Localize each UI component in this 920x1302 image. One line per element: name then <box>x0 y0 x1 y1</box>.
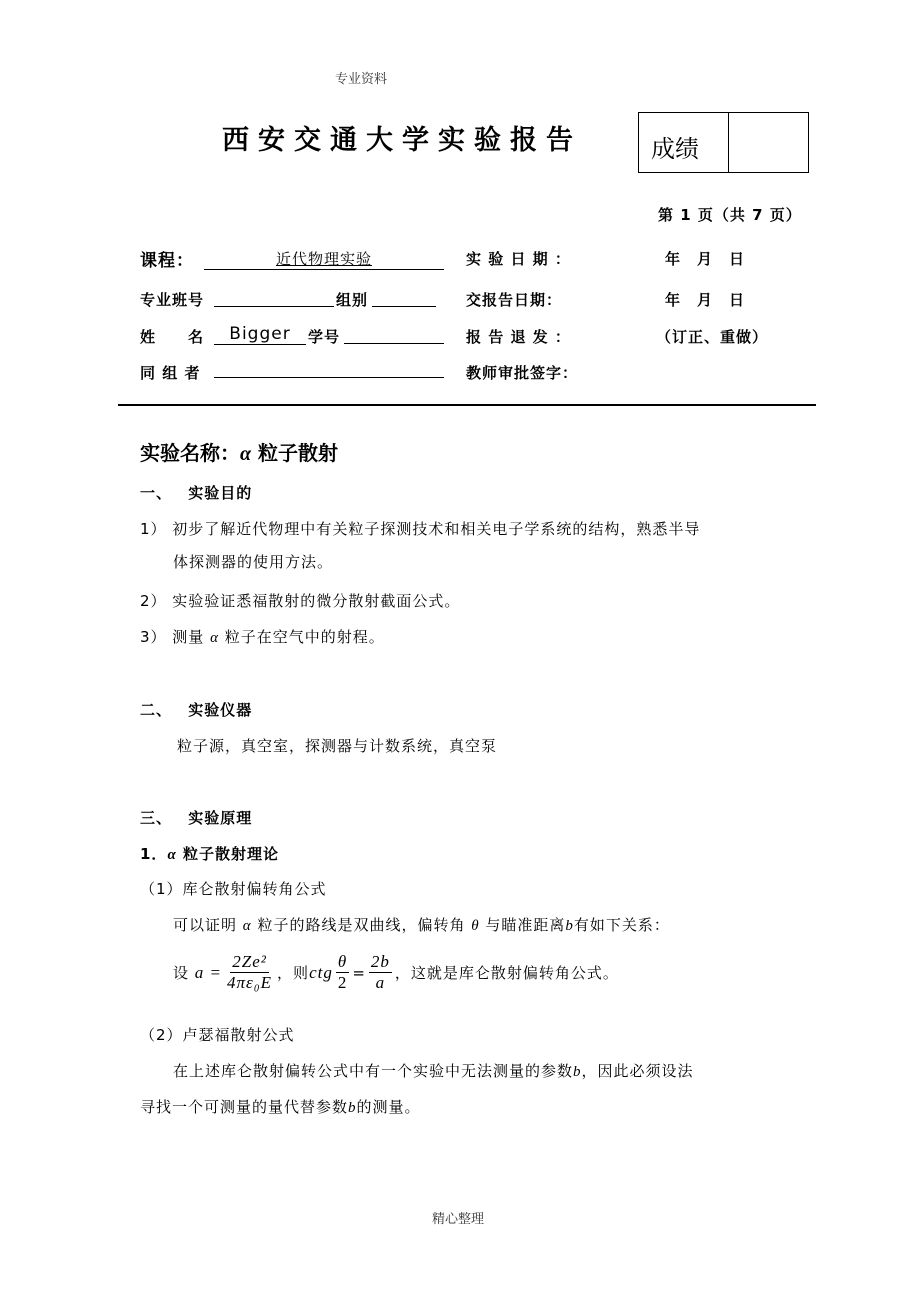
section-3-heading: 三、 实验原理 <box>140 809 253 827</box>
divider <box>118 404 816 406</box>
rutherford-line-2: 寻找一个可测量的量代替参数b的测量。 <box>140 1098 421 1116</box>
return-label: 报 告 退 发 ： <box>466 328 571 346</box>
page-info: 第 1 页（共 7 页） <box>658 206 802 224</box>
name-label: 姓 名 <box>140 328 205 346</box>
purpose-2: 2） 实验验证悉福散射的微分散射截面公式。 <box>140 592 461 610</box>
return-value: （订正、重做） <box>656 328 769 346</box>
subsection-1: 1．α 粒子散射理论 <box>140 845 279 863</box>
class-label: 专业班号 <box>140 291 205 309</box>
exp-date-value: 年 月 日 <box>665 250 746 268</box>
page-title: 西安交通大学实验报告 <box>222 125 582 156</box>
partner-field <box>214 377 444 378</box>
course-label: 课程： <box>140 251 194 271</box>
exp-date-label: 实 验 日 期 ： <box>466 250 571 268</box>
subsection-1-1: （1）库仑散射偏转角公式 <box>140 880 327 898</box>
group-label: 组别 <box>336 291 369 309</box>
section-1-heading: 一、 实验目的 <box>140 484 253 502</box>
id-field <box>344 343 444 344</box>
id-label: 学号 <box>308 328 341 346</box>
class-field <box>214 306 334 307</box>
purpose-1-cont: 体探测器的使用方法。 <box>173 553 334 571</box>
submit-date-label: 交报告日期： <box>466 291 563 309</box>
subsection-1-2: （2）卢瑟福散射公式 <box>140 1026 295 1044</box>
purpose-3: 3） 测量 α 粒子在空气中的射程。 <box>140 628 385 646</box>
name-value: Bigger <box>214 324 306 345</box>
grade-box <box>638 112 809 173</box>
partner-label: 同 组 者 <box>140 364 201 382</box>
course-field <box>204 248 444 270</box>
grade-label: 成绩 <box>651 135 699 163</box>
course-value: 近代物理实验 <box>275 250 372 268</box>
experiment-name: 实验名称：α 粒子散射 <box>140 441 339 465</box>
submit-date-value: 年 月 日 <box>665 291 746 309</box>
footer-note: 精心整理 <box>432 1212 485 1227</box>
theory-line-1: 可以证明 α 粒子的路线是双曲线，偏转角 θ 与瞄准距离b有如下关系： <box>173 916 670 934</box>
group-field <box>372 306 436 307</box>
header-note: 专业资料 <box>335 72 388 87</box>
teacher-label: 教师审批签字： <box>466 364 579 382</box>
equipment-list: 粒子源，真空室，探测器与计数系统，真空泵 <box>177 737 498 755</box>
rutherford-line-1: 在上述库仑散射偏转公式中有一个实验中无法测量的参数b，因此必须设法 <box>173 1062 694 1080</box>
deflection-formula: 设 a = $\frac{\text{2Ze²}}{\text{4πε₀E}}$ ，则 ctg $\frac{\theta}{2}$ = $\frac{2b}{a}$ ，这就是库仑散射偏转角公式。 <box>173 952 619 992</box>
section-2-heading: 二、 实验仪器 <box>140 701 253 719</box>
purpose-1: 1） 初步了解近代物理中有关粒子探测技术和相关电子学系统的结构，熟悉半导 <box>140 520 701 538</box>
